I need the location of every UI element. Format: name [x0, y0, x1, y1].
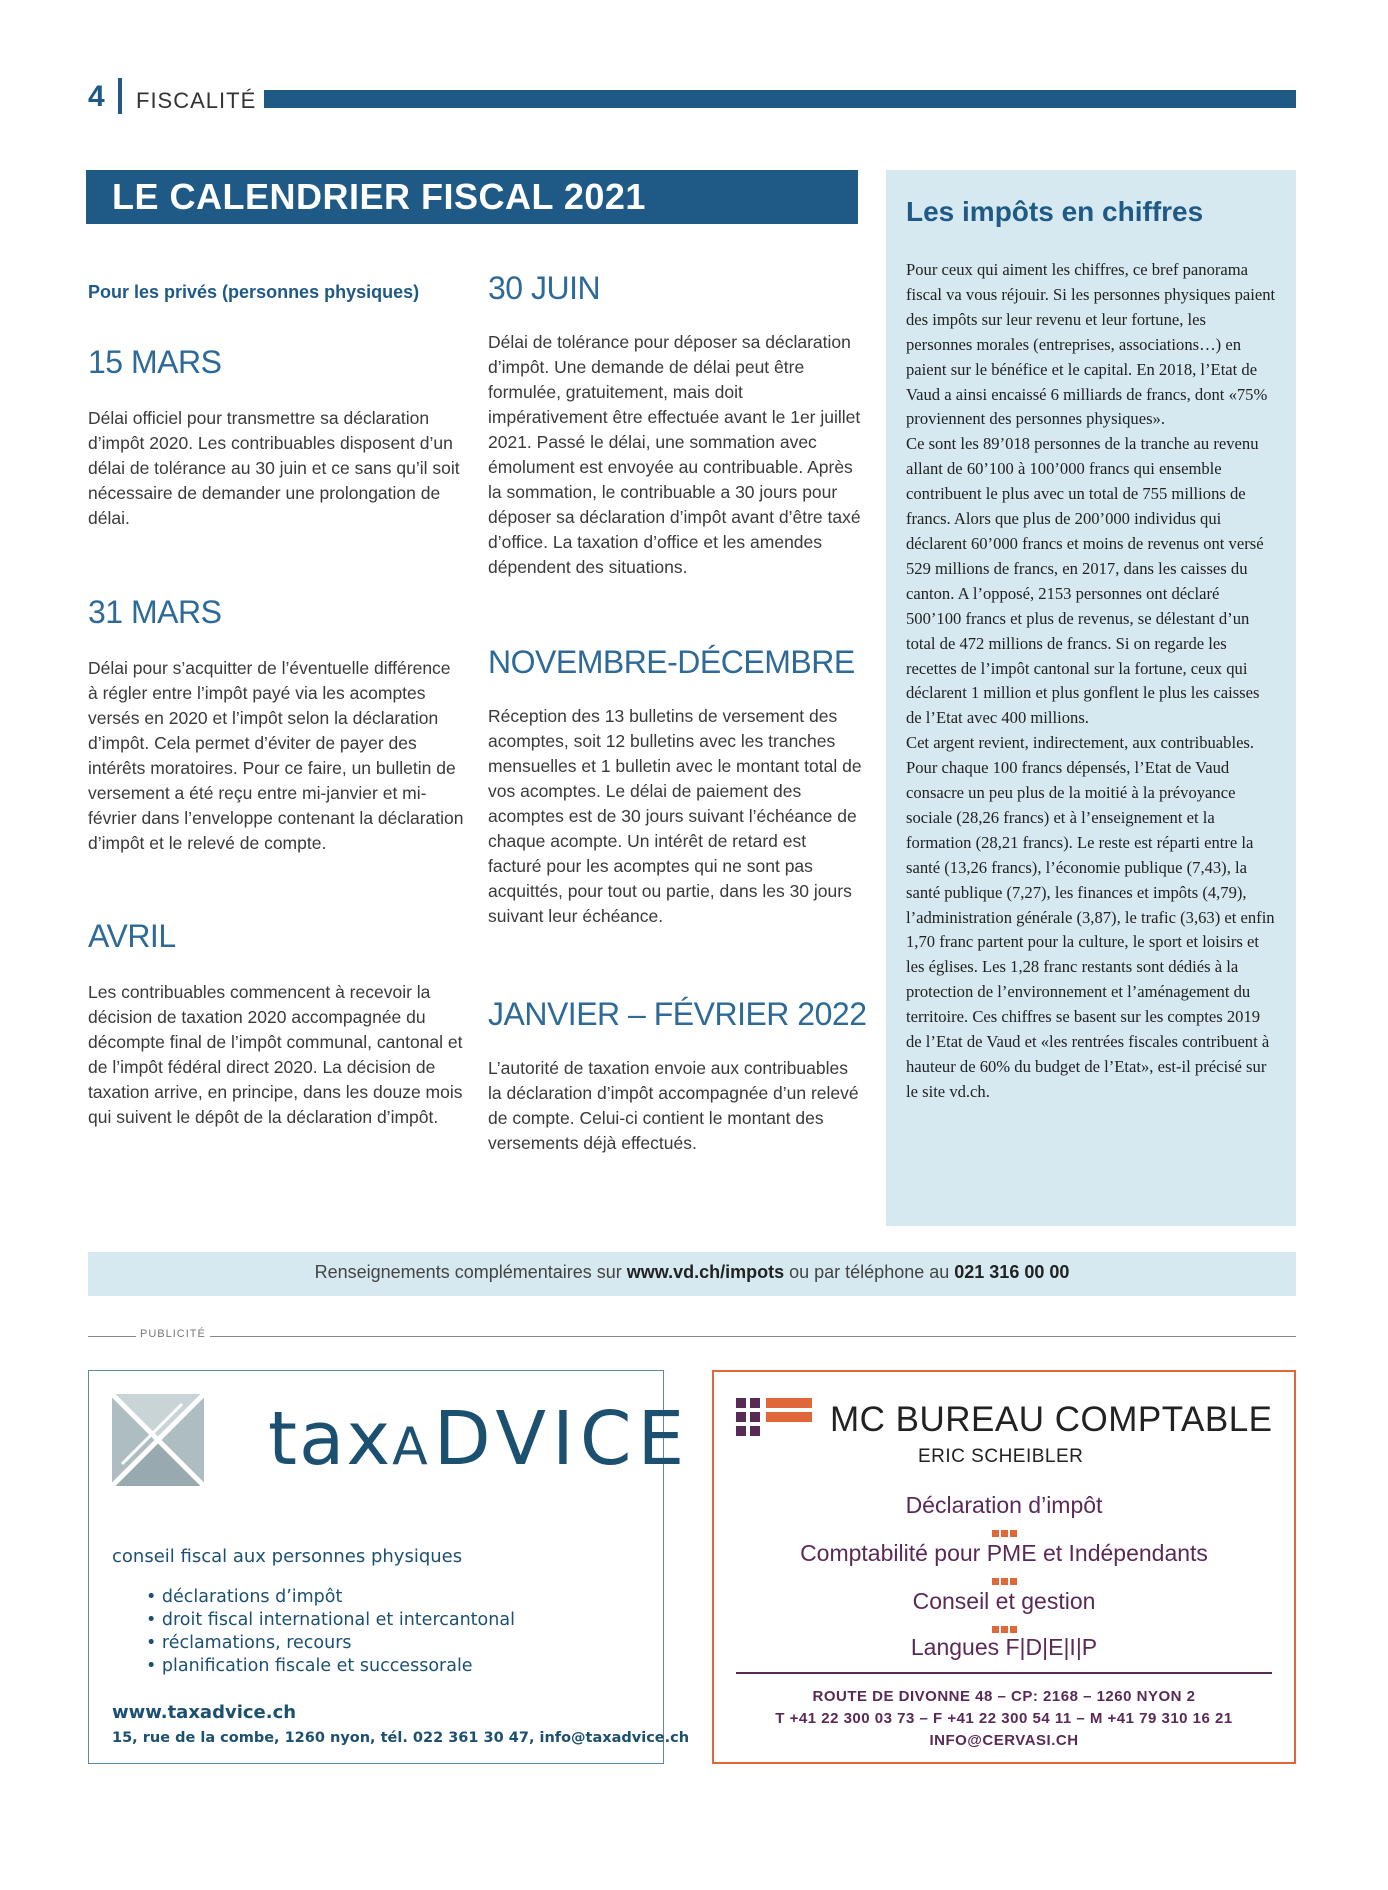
- date-heading-31-mars: 31 MARS: [88, 594, 222, 630]
- entry-text-avril: Les contribuables commencent à recevoir la décision de taxation 2020 accompagnée du décompte final de l’impôt communal, cantonal et de l’impôt fédéral direct 2020. La décision de taxation arrive, en principe, dans les douze mois qui suivent le dépôt de la déclaration d’impôt.: [88, 982, 463, 1127]
- list-item: • droit fiscal international et intercantonal: [146, 1609, 515, 1632]
- entry-text-15-mars: Délai officiel pour transmettre sa déclaration d’impôt 2020. Les contribuables disposent d’un délai de tolérance au 30 juin et ce sans qu’il soit nécessaire de demander une prolongation de délai.: [88, 408, 460, 528]
- mc-service-item: Conseil et gestion: [912, 1588, 1096, 1614]
- publicite-label: PUBLICITÉ: [136, 1328, 210, 1340]
- mc-bureau-address: ROUTE DE DIVONNE 48 – CP: 2168 – 1260 NYON 2: [812, 1688, 1196, 1705]
- sidebar-paragraph: Ce sont les 89’018 personnes de la tranche au revenu allant de 60’100 à 100’000 francs qui ensemble contribuent le plus avec un total de 755 millions de francs. Alors que plus de 200’000 individus qui déclarent 60’000 francs et moins de revenus ont versé 529 millions de francs, en 2017, dans les caisses du canton. A l’opposé, 2153 personnes ont déclaré 500’100 francs et plus de revenus, se délestant d’un total de 472 millions de francs. Si on regarde les recettes de l’impôt cantonal sur la fortune, ceux qui déclarent 1 million et plus gonflent le plus les caisses de l’Etat avec 400 millions.: [906, 434, 1264, 728]
- publicite-divider: [88, 1336, 1296, 1337]
- date-heading-15-mars: 15 MARS: [88, 344, 222, 380]
- info-text: Renseignements complémentaires sur www.vd.ch/impots ou par téléphone au 021 316 00 00: [314, 1262, 1070, 1282]
- info-phone: 021 316 00 00: [954, 1262, 1070, 1282]
- entry-text-30-juin: Délai de tolérance pour déposer sa déclaration d’impôt. Une demande de délai peut être formulée, gratuitement, mais doit impérativement être effectuée avant le 1er juillet 2021. Passé le délai, une sommation avec émolument est envoyée au contribuable. Après la sommation, le contribuable a 30 jours pour déposer sa déclaration d’impôt avant d’être taxé d’office. La taxation d’office et les amendes dépendent des situations.: [488, 332, 861, 577]
- page-number: 4: [88, 80, 105, 113]
- entry-text-nov-dec: Réception des 13 bulletins de versement des acomptes, soit 12 bulletins avec les tranches mensuelles et 1 bulletin avec le montant total de vos acomptes. Le délai de paiement des acomptes est de 30 jours suivant l’échéance de chaque acompte. Un intérêt de retard est facturé pour les acomptes qui ne sont pas acquittés, pour tout ou partie, dans les 30 jours suivant leur échéance.: [488, 706, 862, 926]
- audience-subtitle: Pour les privés (personnes physiques): [88, 282, 420, 302]
- list-item: • déclarations d’impôt: [146, 1586, 515, 1609]
- sidebar-title: Les impôts en chiffres: [906, 196, 1204, 227]
- mc-bureau-logo-icon: [736, 1398, 820, 1438]
- mc-bureau-phones: T +41 22 300 03 73 – F +41 22 300 54 11 – M +41 79 310 16 21: [775, 1710, 1233, 1727]
- page-title: LE CALENDRIER FISCAL 2021: [112, 176, 646, 217]
- list-item: • planification fiscale et successorale: [146, 1655, 515, 1678]
- date-heading-30-juin: 30 JUIN: [488, 270, 601, 306]
- taxadvice-tagline: conseil fiscal aux personnes physiques: [112, 1546, 463, 1567]
- mc-bureau-person: ERIC SCHEIBLER: [918, 1446, 1084, 1467]
- taxadvice-services-list: [146, 1586, 515, 1678]
- mc-service-item: Déclaration d’impôt: [905, 1492, 1103, 1518]
- date-heading-avril: AVRIL: [88, 918, 176, 954]
- taxadvice-logo-icon: [112, 1394, 204, 1486]
- sidebar-paragraph: Pour ceux qui aiment les chiffres, ce bref panorama fiscal va vous réjouir. Si les personnes physiques paient des impôts sur leur revenu et leur fortune, les personnes morales (entreprises, associations…) en paient sur le bénéfice et le capital. En 2018, l’Etat de Vaud a ainsi encaissé 6 milliards de francs, dont «75% proviennent des personnes physiques».: [906, 260, 1276, 429]
- mc-bureau-email[interactable]: INFO@CERVASI.CH: [929, 1732, 1079, 1749]
- header-bar: [264, 90, 1296, 108]
- section-name: FISCALITÉ: [136, 88, 257, 113]
- taxadvice-website-link[interactable]: www.taxadvice.ch: [112, 1702, 297, 1723]
- taxadvice-address: 15, rue de la combe, 1260 nyon, tél. 022 361 30 47, info@taxadvice.ch: [112, 1730, 690, 1746]
- mc-service-item: Comptabilité pour PME et Indépendants: [800, 1540, 1208, 1566]
- mc-bureau-divider: [736, 1672, 1272, 1674]
- mc-service-item: Langues F|D|E|I|P: [910, 1634, 1098, 1660]
- page-number-separator: [118, 78, 122, 114]
- list-item: • réclamations, recours: [146, 1632, 515, 1655]
- date-heading-jan-fev-2022: JANVIER – FÉVRIER 2022: [488, 996, 867, 1032]
- sidebar-paragraph: Cet argent revient, indirectement, aux contribuables. Pour chaque 100 francs dépensés, l’Etat de Vaud consacre un peu plus de la moitié à la prévoyance sociale (28,26 francs) et à l’enseignement et la formation (28,21 francs). Le reste est réparti entre la santé (13,26 francs), l’économie publique (7,43), la santé publique (7,27), les finances et impôts (4,79), l’administration générale (3,87), le trafic (3,63) et enfin 1,70 franc partent pour la culture, le sport et loisirs et les églises. Les 1,28 franc restants sont dédiés à la protection de l’environnement et l’aménagement du territoire. Ces chiffres se basent sur les comptes 2019 de l’Etat de Vaud et «les rentrées fiscales contribuent à hauteur de 60% du budget de l’Etat», est-il précisé sur le site vd.ch.: [906, 733, 1275, 1101]
- mc-bureau-name: MC BUREAU COMPTABLE: [830, 1400, 1273, 1439]
- entry-text-jan-fev-2022: L’autorité de taxation envoie aux contribuables la déclaration d’impôt accompagnée d’un relevé de compte. Celui-ci contient le montant des versements déjà effectués.: [488, 1058, 859, 1153]
- sidebar-text: [906, 258, 1276, 1105]
- entry-text-31-mars: Délai pour s’acquitter de l’éventuelle différence à régler entre l’impôt payé via les acomptes versés en 2020 et l’impôt selon la déclaration d’impôt. Cela permet d’éviter de payer des intérêts moratoires. Pour ce faire, un bulletin de versement a été reçu entre mi-janvier et mi-février dans l’enveloppe contenant la déclaration d’impôt et le relevé de compte.: [88, 658, 464, 853]
- taxadvice-wordmark: taxaDVICE: [268, 1396, 691, 1482]
- date-heading-nov-dec: NOVEMBRE-DÉCEMBRE: [488, 644, 855, 680]
- info-url-link[interactable]: www.vd.ch/impots: [626, 1262, 785, 1282]
